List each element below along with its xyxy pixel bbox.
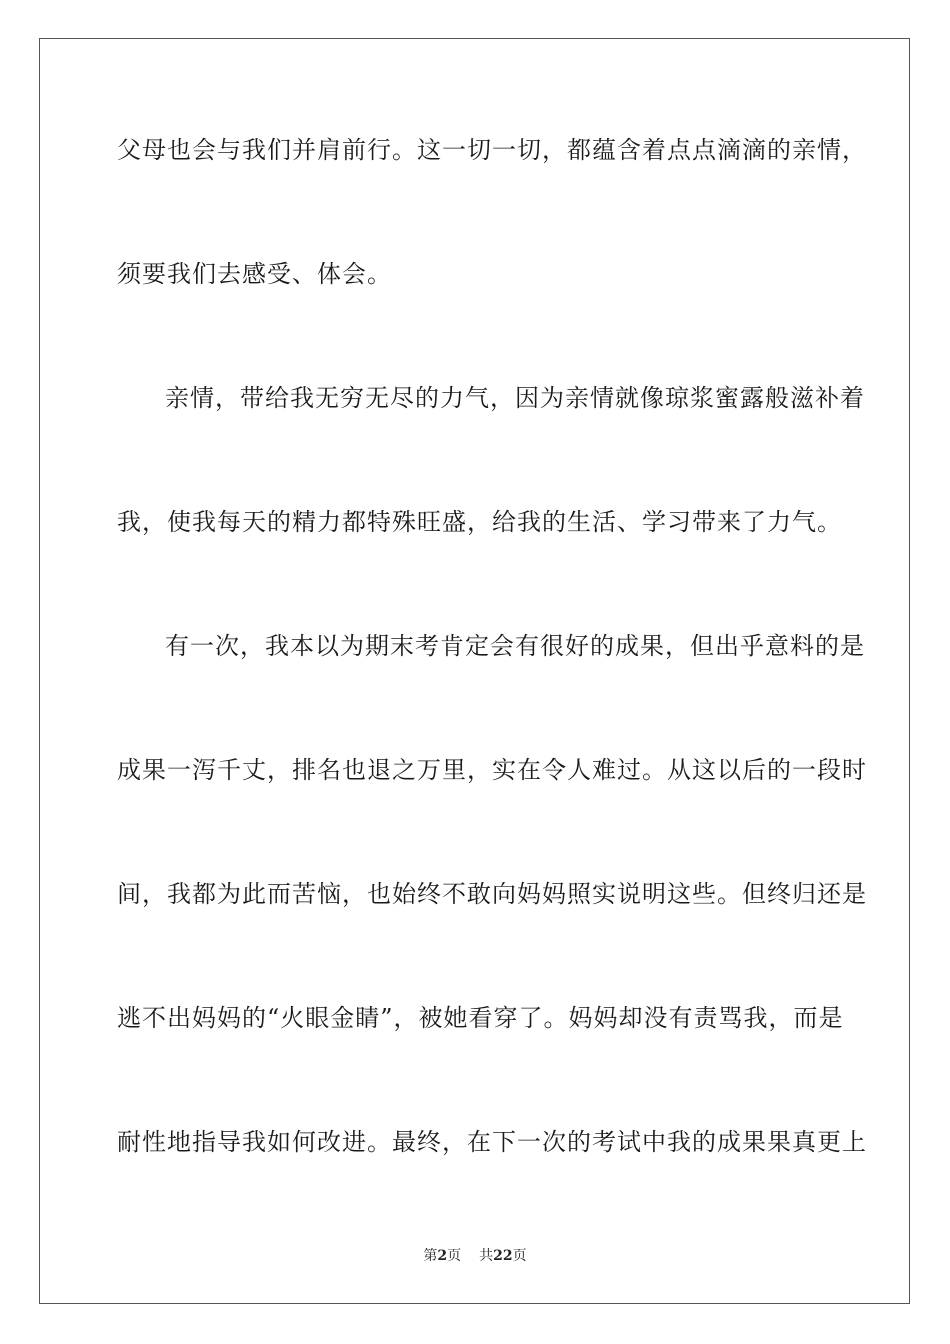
page-number: 2 <box>437 1248 448 1264</box>
paragraph-start-line: 有一次，我本以为期末考肯定会有很好的成果，但出乎意料的是 <box>165 632 865 660</box>
page-prefix: 第 <box>423 1248 438 1264</box>
total-prefix: 共 <box>479 1248 494 1264</box>
text-line: 间，我都为此而苦恼，也始终不敢向妈妈照实说明这些。但终归还是 <box>117 880 867 908</box>
text-line: 我，使我每天的精力都特殊旺盛，给我的生活、学习带来了力气。 <box>117 508 842 536</box>
text-line: 须要我们去感受、体会。 <box>117 260 392 288</box>
text-line: 成果一泻千丈，排名也退之万里，实在令人难过。从这以后的一段时 <box>117 756 867 784</box>
page-footer <box>0 1247 950 1265</box>
page-suffix: 页 <box>447 1248 462 1264</box>
text-line: 父母也会与我们并肩前行。这一切一切，都蕴含着点点滴滴的亲情， <box>117 136 867 164</box>
total-pages: 22 <box>493 1248 513 1264</box>
paragraph-start-line: 亲情，带给我无穷无尽的力气，因为亲情就像琼浆蜜露般滋补着 <box>165 384 865 412</box>
text-line: 逃不出妈妈的“火眼金睛”，被她看穿了。妈妈却没有责骂我，而是 <box>117 1004 844 1032</box>
page-border <box>39 38 910 1304</box>
total-suffix: 页 <box>512 1248 527 1264</box>
text-line: 耐性地指导我如何改进。最终，在下一次的考试中我的成果果真更上 <box>117 1128 867 1156</box>
